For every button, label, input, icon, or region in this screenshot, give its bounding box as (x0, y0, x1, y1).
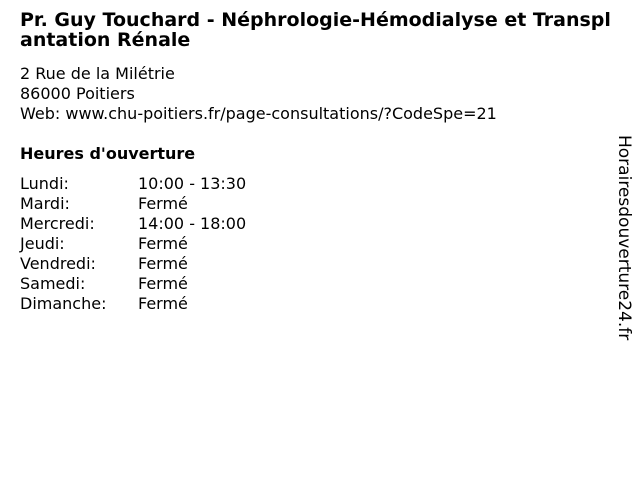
time-value: Fermé (138, 274, 188, 293)
opening-hours-heading: Heures d'ouverture (20, 144, 196, 163)
city-postal: 86000 Poitiers (20, 84, 135, 103)
time-value: 14:00 - 18:00 (138, 214, 247, 233)
time-value: Fermé (138, 194, 188, 213)
time-value: 10:00 - 13:30 (138, 174, 247, 193)
hours-row-tuesday (20, 194, 246, 214)
hours-row-friday (20, 254, 246, 274)
day-label: Jeudi: (20, 234, 65, 253)
street-address: 2 Rue de la Milétrie (20, 64, 175, 83)
time-value: Fermé (138, 254, 188, 273)
hours-row-saturday (20, 274, 246, 294)
site-watermark: Horairesdouverture24.fr (614, 135, 634, 341)
day-label: Lundi: (20, 174, 69, 193)
day-label: Mardi: (20, 194, 70, 213)
day-label: Mercredi: (20, 214, 95, 233)
time-value: Fermé (138, 294, 188, 313)
day-label: Samedi: (20, 274, 86, 293)
hours-row-thursday (20, 234, 246, 254)
hours-row-sunday (20, 294, 246, 314)
day-label: Vendredi: (20, 254, 96, 273)
opening-hours-table (20, 174, 246, 314)
hours-row-wednesday (20, 214, 246, 234)
day-label: Dimanche: (20, 294, 107, 313)
address-block (20, 64, 497, 124)
hours-row-monday (20, 174, 246, 194)
time-value: Fermé (138, 234, 188, 253)
website-link[interactable]: Web: www.chu-poitiers.fr/page-consultations/?CodeSpe=21 (20, 104, 497, 123)
page-title: Pr. Guy Touchard - Néphrologie-Hémodialyse et Transplantation Rénale (20, 9, 611, 51)
